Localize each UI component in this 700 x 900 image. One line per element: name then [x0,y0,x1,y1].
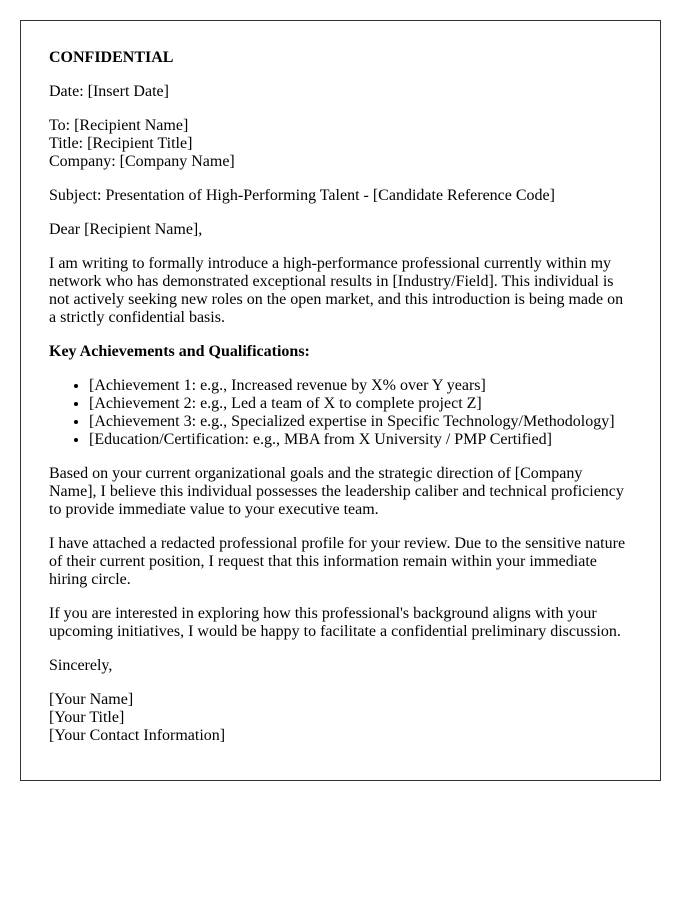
letter-container [20,20,661,781]
achievements-heading: Key Achievements and Qualifications: [49,343,310,360]
signoff: Sincerely, [49,657,113,674]
signature-title: [Your Title] [49,709,125,726]
achievement-item: • [Achievement 1: e.g., Increased revenue by X% over Y years] [89,377,632,395]
achievement-item: • [Achievement 3: e.g., Specialized expertise in Specific Technology/Methodology] [89,413,632,431]
achievement-item: • [Achievement 2: e.g., Led a team of X to complete project Z] [89,395,632,413]
recipient-company: Company: [Company Name] [49,153,235,170]
signature-contact: [Your Contact Information] [49,727,226,744]
date-line: Date: [Insert Date] [49,83,169,100]
signature-block [49,691,632,745]
attachment-paragraph: I have attached a redacted professional profile for your review. Due to the sensitive nature of their current position, I request that this information remain within your immediate hiring circle. [49,535,626,588]
recipient-name: To: [Recipient Name] [49,117,189,134]
intro-paragraph: I am writing to formally introduce a high-performance professional currently within my network who has demonstrated exceptional results in [Industry/Field]. This individual is not actively seeking new roles on the open market, and this introduction is being made on a strictly confidential basis. [49,255,624,326]
closing-paragraph: If you are interested in exploring how this professional's background aligns with your upcoming initiatives, I would be happy to facilitate a confidential preliminary discussion. [49,605,621,640]
recipient-title: Title: [Recipient Title] [49,135,193,152]
achievements-list [49,377,632,449]
achievement-item: • [Education/Certification: e.g., MBA from X University / PMP Certified] [89,431,632,449]
signature-name: [Your Name] [49,691,134,708]
salutation: Dear [Recipient Name], [49,221,203,238]
recipient-block [49,117,632,171]
value-paragraph: Based on your current organizational goals and the strategic direction of [Company Name], I believe this individual possesses the leadership caliber and technical proficiency to provide immediate value to your executive team. [49,465,624,518]
confidential-heading: CONFIDENTIAL [49,49,174,66]
subject-line: Subject: Presentation of High-Performing Talent - [Candidate Reference Code] [49,187,555,204]
